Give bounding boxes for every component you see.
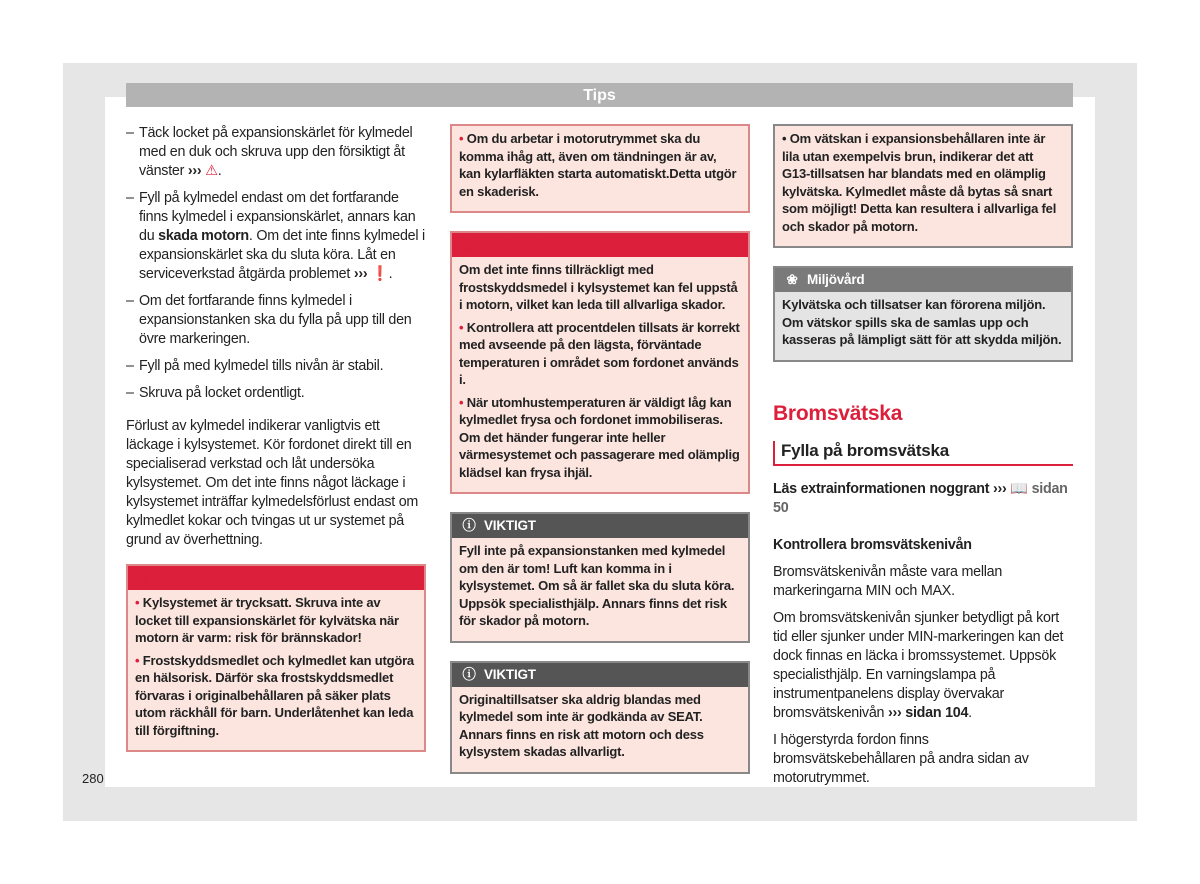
heading: Kontrollera bromsvätskenivån	[773, 536, 972, 553]
page-link[interactable]: sidan 50	[773, 480, 1068, 516]
book-icon: 📖	[1010, 480, 1028, 497]
page-link[interactable]: sidan 104	[905, 704, 969, 721]
warning-triangle-icon: ⚠	[205, 163, 218, 179]
read-more: Läs extrainformationen noggrant ››› 📖 sidan 50	[773, 480, 1068, 516]
section-title: Bromsvätska	[773, 401, 903, 425]
step: – Täck locket på expansionskärlet för kylmedel med en duk och skruva upp den försiktigt åt vänster ››› ⚠.	[126, 124, 426, 181]
column-1	[126, 124, 426, 766]
exclamation-circle-icon: ⓘ	[462, 666, 476, 682]
step: – Fyll på med kylmedel tills nivån är stabil.	[126, 357, 426, 376]
notice-box: ⓘ VIKTIGT Originaltillsatser ska aldrig blandas med kylmedel som inte är godkända av SEAT. Annars finns en risk att motorn och dess kylsystem skadas allvarligt.	[450, 661, 750, 774]
section-header: Tips	[126, 83, 1073, 107]
step: – Fyll på kylmedel endast om det fortfarande finns kylmedel i expansionskärlet, annars kan du skada motorn. Om det inte finns kylmedel i expansionskärlet ska du sluta köra. Låt en serviceverkstad åtgärda problemet ››› ❗.	[126, 189, 426, 284]
paragraph: Bromsvätskenivån måste vara mellan markeringarna MIN och MAX.	[773, 563, 1003, 599]
column-3	[773, 124, 1073, 796]
subsection-title: Fylla på bromsvätska	[773, 441, 1073, 466]
paragraph: I högerstyrda fordon finns bromsvätskebehållaren på andra sidan av motorutrymmet.	[773, 731, 1029, 786]
warning-box-continued: • Om du arbetar i motorutrymmet ska du komma ihåg att, även om tändningen är av, kan kylarfläkten starta automatiskt.Detta utgör en skaderisk.	[450, 124, 750, 213]
warning-box: ⚠ VARNING Om det inte finns tillräckligt med frostskyddsmedel i kylsystemet kan fel uppstå i motorn, vilket kan leda till allvarliga skador. • Kontrollera att procentdelen tillsats är korrekt med avseende på den lägsta, förväntade temperaturen i området som fordonet används i. • När utomhustemperaturen är väldigt låg kan kylmedlet frysa och fordonet immobiliseras. Om det händer fungerar inte heller värmesystemet och passagerare med olämplig klädsel kan frysa ihjäl.	[450, 231, 750, 494]
environment-box: ❀ Miljövård Kylvätska och tillsatser kan förorena miljön. Om vätskor spills ska de samlas upp och kasseras på lämpligt sätt för att skydda miljön.	[773, 266, 1073, 362]
exclamation-circle-icon: ❗	[371, 266, 389, 282]
step: – Om det fortfarande finns kylmedel i expansionstanken ska du fylla på upp till den övre markeringen.	[126, 292, 426, 349]
notice-box-continued: • Om vätskan i expansionsbehållaren inte är lila utan exempelvis brun, indikerar det att G13-tillsatsen har blandats med en olämplig kylvätska. Kylmedlet måste då bytas så snart som möjligt! Detta kan resultera i allvarliga fel och skador på motorn.	[773, 124, 1073, 248]
column-2	[450, 124, 750, 788]
warning-triangle-icon: ⚠	[139, 570, 151, 585]
warning-triangle-icon: ⚠	[463, 237, 475, 252]
warning-box: ⚠ VARNING • Kylsystemet är trycksatt. Skruva inte av locket till expansionskärlet för kylvätska när motorn är varm: risk för brännskador! • Frostskyddsmedlet och kylmedlet kan utgöra en hälsorisk. Därför ska frostskyddsmedlet förvaras i originalbehållaren på säker plats utom räckhåll för barn. Underlåtenhet kan leda till förgiftning.	[126, 564, 426, 752]
paragraph: Om bromsvätskenivån sjunker betydligt på kort tid eller sjunker under MIN-markeringen kan det dock finnas en läcka i bromssystemet. Uppsök specialisthjälp. En varningslampa på instrumentpanelens display övervakar bromsvätskenivån ››› sidan 104.	[773, 609, 1064, 721]
notice-box: ⓘ VIKTIGT Fyll inte på expansionstanken med kylmedel om den är tom! Luft kan komma in i kylsystemet. Om så är fallet ska du sluta köra. Uppsök specialisthjälp. Annars finns det risk för skador på motorn.	[450, 512, 750, 643]
flower-icon: ❀	[786, 272, 798, 287]
step: – Skruva på locket ordentligt.	[126, 384, 426, 403]
paragraph: Förlust av kylmedel indikerar vanligtvis ett läckage i kylsystemet. Kör fordonet direkt till en specialiserad verkstad och låt undersöka kylsystemet. Om det inte finns något läckage i kylsystemet inträffar kylmedelsförlust endast om kylmedlet kokar och tvingas ut ur systemet på grund av överhettning.	[126, 418, 419, 548]
exclamation-circle-icon: ⓘ	[462, 518, 476, 533]
page-number: 280	[82, 771, 104, 786]
